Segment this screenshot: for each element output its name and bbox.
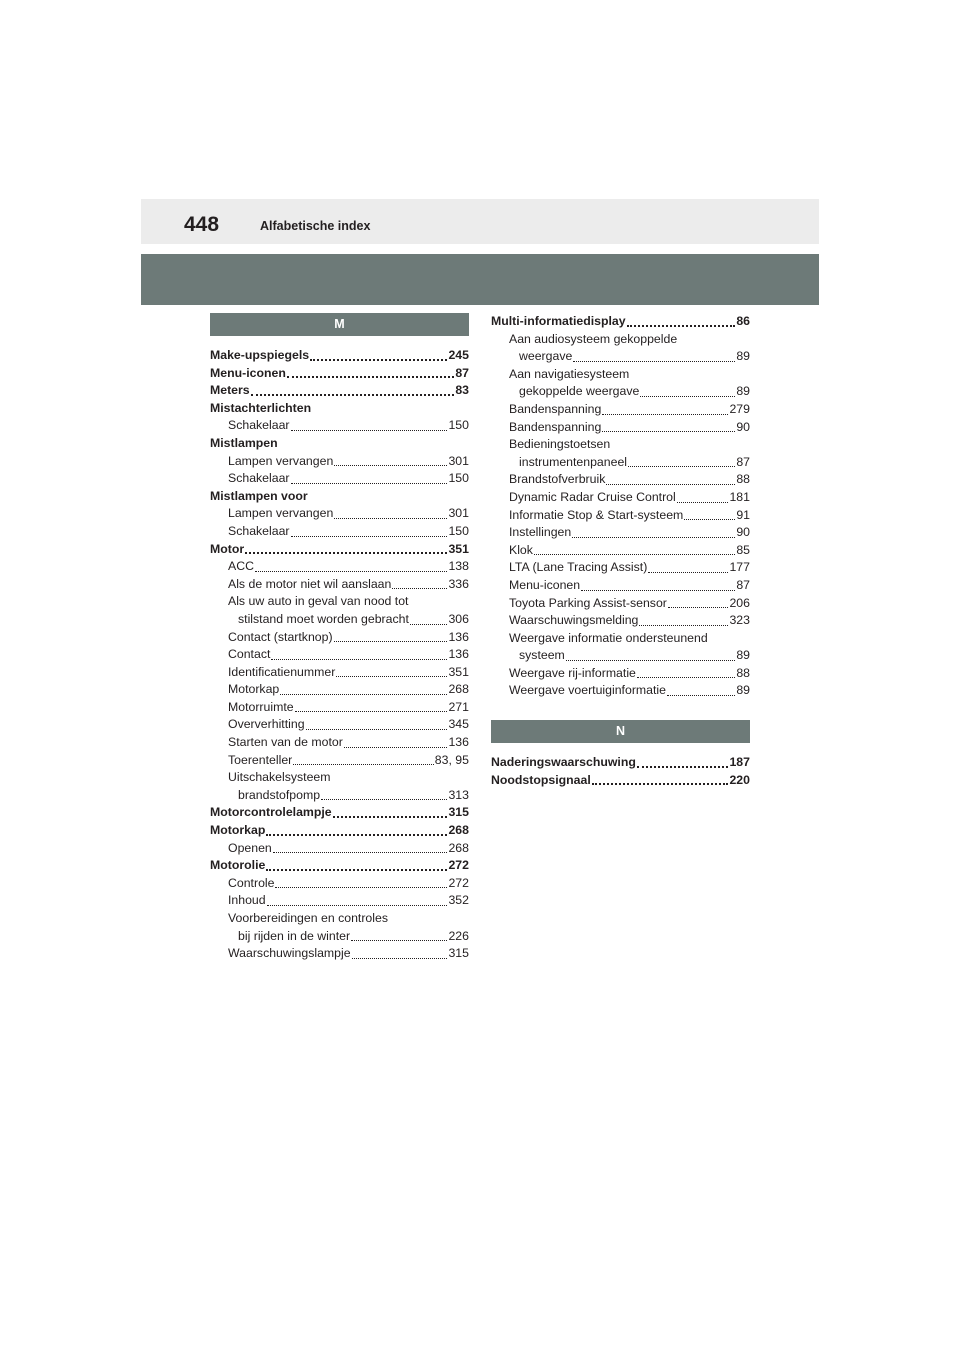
index-entry-label: instrumentenpaneel: [519, 454, 628, 469]
dot-leader: [267, 904, 448, 906]
index-entry-label: Contact: [228, 647, 271, 662]
dot-leader: [677, 501, 729, 503]
index-entry-page: 268: [448, 682, 469, 697]
index-entry-page: 301: [448, 506, 469, 521]
index-entry-page: 83, 95: [434, 752, 469, 767]
index-entry: [210, 365, 469, 383]
dot-leader: [291, 535, 448, 537]
index-entry-label: Inhoud: [228, 893, 266, 908]
dot-leader: [667, 694, 735, 696]
index-entry-label: weergave: [519, 349, 573, 364]
index-entry: [210, 453, 469, 471]
dot-leader: [602, 430, 735, 432]
dot-leader: [310, 358, 447, 361]
index-entry-page: 272: [448, 875, 469, 890]
index-entry-label: Weergave voertuiginformatie: [509, 683, 666, 698]
index-entry: [491, 542, 750, 560]
dot-leader: [606, 483, 735, 485]
dot-leader: [271, 658, 447, 660]
index-entry-page: 150: [448, 471, 469, 486]
index-entry-page: 150: [448, 418, 469, 433]
index-entry-label: Als uw auto in geval van nood tot: [228, 594, 409, 609]
index-entry-label: Aan navigatiesysteem: [509, 366, 630, 381]
dot-leader: [637, 765, 729, 768]
index-entry-label: Informatie Stop & Start-systeem: [509, 507, 684, 522]
dot-leader: [291, 482, 448, 484]
index-entry: [210, 716, 469, 734]
index-entry: [210, 928, 469, 946]
index-entry-label: Motorkap: [210, 823, 266, 838]
index-entry-page: 323: [729, 613, 750, 628]
dot-leader: [275, 886, 447, 888]
index-entry: [491, 612, 750, 630]
dot-leader: [581, 589, 735, 591]
index-entry-label: Menu-iconen: [509, 577, 581, 592]
page-number: 448: [184, 213, 220, 236]
index-entry-page: 90: [736, 525, 750, 540]
index-entry-page: 138: [448, 559, 469, 574]
dot-leader: [255, 570, 448, 572]
index-entry-label: bij rijden in de winter: [238, 928, 351, 943]
index-entry-label: Make-upspiegels: [210, 348, 310, 362]
index-entry: [491, 647, 750, 665]
index-entry-label: Contact (startknop): [228, 629, 333, 644]
index-entry: [210, 875, 469, 893]
index-entry-page: 87: [736, 454, 750, 469]
index-entry-label: Multi-informatiedisplay: [491, 314, 626, 328]
index-entry: [210, 646, 469, 664]
index-entry-label: Motorkap: [228, 682, 280, 697]
dot-leader: [266, 868, 447, 871]
index-entry-page: 345: [448, 717, 469, 732]
index-entry-page: 91: [736, 507, 750, 522]
index-entry-page: 313: [448, 787, 469, 802]
index-entry-label: Schakelaar: [228, 523, 290, 538]
index-entry: [491, 471, 750, 489]
index-entry-label: Menu-iconen: [210, 365, 286, 380]
index-entry: [210, 435, 469, 453]
index-entry-page: 87: [455, 365, 469, 380]
index-entry: [491, 682, 750, 700]
index-entry: [210, 769, 469, 787]
index-entry-page: 89: [736, 384, 750, 399]
index-entry: [491, 313, 750, 331]
index-entry: [491, 772, 750, 790]
index-entry: [210, 488, 469, 506]
index-entry: [210, 417, 469, 435]
index-entry-page: 352: [448, 893, 469, 908]
index-entry: [491, 630, 750, 648]
index-entry: [210, 400, 469, 418]
index-entry: [210, 822, 469, 840]
dot-leader: [640, 395, 735, 397]
index-entry: [210, 523, 469, 541]
index-entry-label: Weergave rij-informatie: [509, 665, 636, 680]
index-entry-label: Toyota Parking Assist-sensor: [509, 595, 667, 610]
index-entry: [491, 348, 750, 366]
dot-leader: [280, 693, 447, 695]
index-entry: [491, 331, 750, 349]
dot-leader: [352, 957, 448, 959]
index-entry: [491, 507, 750, 525]
index-entry-page: 89: [736, 683, 750, 698]
index-entry-page: 136: [448, 629, 469, 644]
dot-leader: [534, 553, 735, 555]
index-entry-page: 220: [729, 772, 750, 787]
index-entry: [491, 419, 750, 437]
index-entry-label: brandstofpomp: [238, 787, 321, 802]
index-letter-header: M: [210, 313, 469, 336]
index-entry: [491, 754, 750, 772]
index-entry: [210, 382, 469, 400]
page-title: Alfabetische index: [260, 219, 371, 233]
dot-leader: [410, 623, 448, 625]
index-entry: [210, 576, 469, 594]
index-entry: [210, 611, 469, 629]
index-entry: [491, 559, 750, 577]
index-entry: [210, 347, 469, 365]
index-entry-label: Identificatienummer: [228, 664, 336, 679]
section-gap: [491, 700, 750, 720]
index-entry-page: 226: [448, 928, 469, 943]
index-entry-label: Motor: [210, 541, 245, 556]
index-entry-page: 271: [448, 699, 469, 714]
index-entry: [491, 366, 750, 384]
index-entry-page: 88: [736, 472, 750, 487]
letter-gap: [210, 336, 469, 347]
index-entry: [210, 593, 469, 611]
index-entry-label: Mistachterlichten: [210, 400, 312, 415]
dot-leader: [333, 815, 448, 818]
index-entry: [491, 524, 750, 542]
index-entry-page: 87: [736, 577, 750, 592]
dot-leader: [351, 939, 447, 941]
index-entry-label: systeem: [519, 648, 565, 663]
index-entry: [210, 664, 469, 682]
index-entry-label: Weergave informatie ondersteunend: [509, 630, 708, 645]
index-column-right: [491, 313, 750, 789]
index-entry-page: 268: [448, 840, 469, 855]
index-entry-label: Noodstopsignaal: [491, 772, 591, 787]
dot-leader: [637, 676, 735, 678]
index-entry-page: 86: [736, 314, 750, 328]
index-entry-label: ACC: [228, 559, 254, 574]
dot-leader: [344, 746, 448, 748]
index-entry-label: Aan audiosysteem gekoppelde: [509, 331, 678, 346]
index-entry: [491, 436, 750, 454]
index-entry-label: Lampen vervangen: [228, 453, 334, 468]
index-entry-label: Oververhitting: [228, 717, 305, 732]
index-entry: [210, 699, 469, 717]
index-entry-page: 351: [448, 664, 469, 679]
dot-leader: [573, 360, 735, 362]
index-entry: [210, 752, 469, 770]
index-entry-page: 206: [729, 595, 750, 610]
index-entry: [210, 505, 469, 523]
dot-leader: [627, 324, 736, 327]
index-entry-page: 301: [448, 453, 469, 468]
decorative-band: [141, 254, 819, 305]
index-entry-label: Motorolie: [210, 858, 266, 873]
dot-leader: [295, 710, 448, 712]
dot-leader: [628, 465, 735, 467]
index-entry-page: 88: [736, 665, 750, 680]
index-entry-page: 272: [448, 858, 469, 873]
index-entry-label: gekoppelde weergave: [519, 384, 640, 399]
index-entry: [210, 840, 469, 858]
index-entry-page: 279: [729, 401, 750, 416]
index-entry-page: 187: [729, 755, 750, 770]
index-entry-label: Bandenspanning: [509, 401, 602, 416]
index-entry-page: 89: [736, 349, 750, 364]
index-entry-page: 315: [448, 805, 469, 820]
index-entry-page: 268: [448, 823, 469, 838]
index-entry-page: 89: [736, 648, 750, 663]
index-entry: [491, 595, 750, 613]
index-entry: [491, 383, 750, 401]
index-entry-page: 177: [729, 560, 750, 575]
index-entry-label: Brandstofverbruik: [509, 472, 606, 487]
index-entry: [210, 734, 469, 752]
index-entry-page: 306: [448, 611, 469, 626]
index-entry-label: Klok: [509, 542, 533, 557]
dot-leader: [293, 763, 434, 765]
dot-leader: [639, 624, 728, 626]
dot-leader: [334, 464, 447, 466]
index-entry-label: Naderingswaarschuwing: [491, 755, 636, 770]
index-entry-label: Mistlampen voor: [210, 488, 308, 503]
header-band: [141, 199, 819, 244]
index-entry-page: 351: [448, 541, 469, 556]
index-entry: [491, 454, 750, 472]
index-entry-label: LTA (Lane Tracing Assist): [509, 560, 648, 575]
index-entry-label: stilstand moet worden gebracht: [238, 611, 409, 626]
index-entry-label: Instellingen: [509, 525, 572, 540]
index-entry: [210, 857, 469, 875]
index-entry: [210, 629, 469, 647]
index-entry-label: Motorruimte: [228, 699, 294, 714]
index-entry: [491, 489, 750, 507]
index-entry-label: Lampen vervangen: [228, 506, 334, 521]
index-entry-page: 136: [448, 735, 469, 750]
dot-leader: [336, 675, 447, 677]
index-letter-header: N: [491, 720, 750, 743]
dot-leader: [572, 536, 735, 538]
index-column-left: [210, 313, 469, 963]
index-entry-page: 181: [729, 489, 750, 504]
index-entry-page: 90: [736, 419, 750, 434]
dot-leader: [592, 782, 729, 785]
dot-leader: [668, 606, 729, 608]
index-entry-label: Schakelaar: [228, 471, 290, 486]
index-entry-page: 336: [448, 576, 469, 591]
index-entry-label: Mistlampen: [210, 435, 278, 450]
dot-leader: [334, 517, 447, 519]
dot-leader: [334, 640, 448, 642]
index-entry-label: Schakelaar: [228, 418, 290, 433]
index-entry: [491, 401, 750, 419]
index-entry: [210, 681, 469, 699]
index-entry-label: Voorbereidingen en controles: [228, 911, 388, 925]
index-entry-page: 85: [736, 542, 750, 557]
index-entry: [210, 804, 469, 822]
dot-leader: [602, 413, 728, 415]
index-entry-label: Toerenteller: [228, 752, 293, 767]
dot-leader: [266, 833, 447, 836]
dot-leader: [321, 798, 447, 800]
index-entry-label: Motorcontrolelampje: [210, 805, 332, 820]
index-entry-label: Waarschuwingsmelding: [509, 613, 639, 628]
letter-gap: [491, 743, 750, 754]
index-entry: [210, 892, 469, 910]
index-entry-label: Uitschakelsysteem: [228, 770, 331, 785]
index-entry-label: Als de motor niet wil aanslaan: [228, 576, 392, 591]
dot-leader: [273, 851, 448, 853]
dot-leader: [566, 659, 736, 661]
index-entry-label: Bedieningstoetsen: [509, 437, 611, 452]
index-entry: [491, 665, 750, 683]
dot-leader: [251, 393, 455, 396]
dot-leader: [245, 551, 447, 554]
index-entry-page: 83: [455, 383, 469, 398]
index-entry: [210, 558, 469, 576]
index-entry-label: Openen: [228, 840, 272, 855]
index-entry-label: Waarschuwingslampje: [228, 946, 351, 961]
index-entry: [210, 470, 469, 488]
index-entry: [210, 787, 469, 805]
index-entry-label: Dynamic Radar Cruise Control: [509, 489, 676, 504]
index-entry: [210, 910, 469, 928]
index-entry-label: Starten van de motor: [228, 735, 343, 750]
dot-leader: [684, 518, 735, 520]
dot-leader: [392, 587, 447, 589]
index-entry-page: 315: [448, 946, 469, 961]
dot-leader: [291, 429, 448, 431]
index-entry-page: 245: [448, 348, 469, 362]
index-entry: [210, 945, 469, 963]
index-entry: [210, 541, 469, 559]
index-entry-label: Controle: [228, 875, 275, 890]
index-entry-page: 150: [448, 523, 469, 538]
index-entry: [491, 577, 750, 595]
dot-leader: [287, 375, 454, 378]
dot-leader: [648, 571, 728, 573]
index-entry-label: Meters: [210, 383, 250, 398]
index-entry-label: Bandenspanning: [509, 419, 602, 434]
index-entry-page: 136: [448, 647, 469, 662]
dot-leader: [306, 728, 448, 730]
